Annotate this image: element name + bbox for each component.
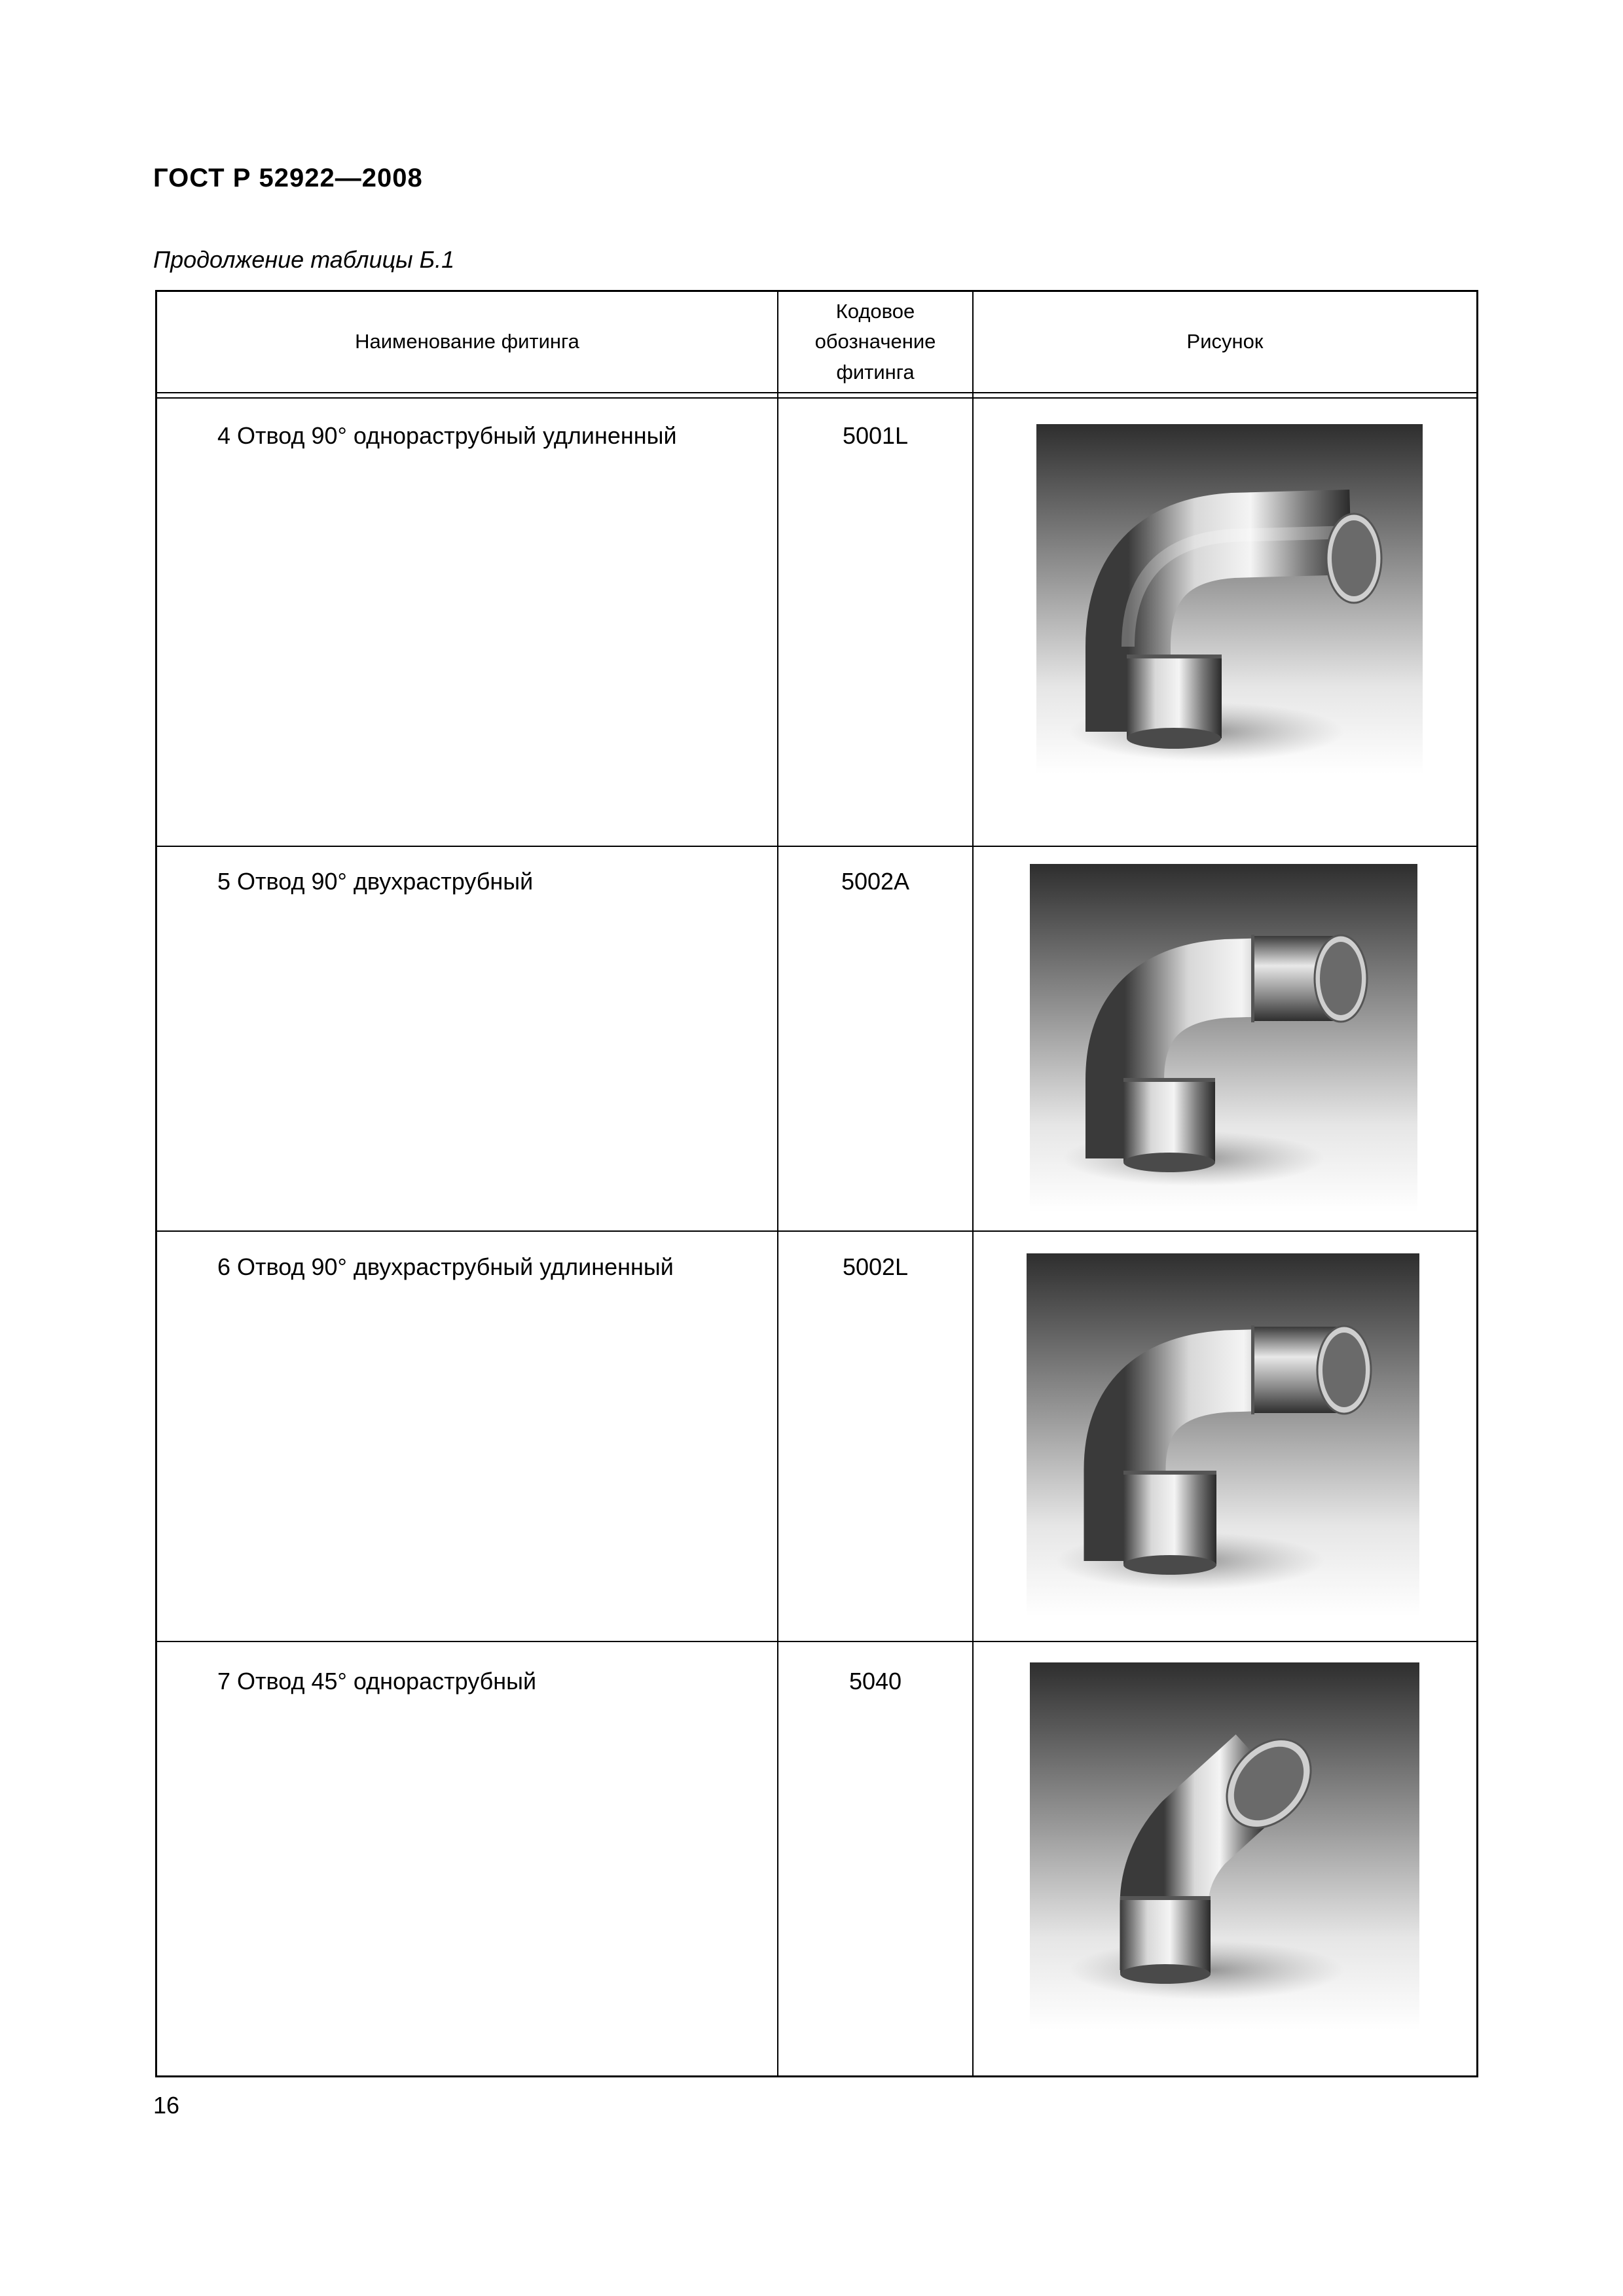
elbow-45-single-socket-photo	[1030, 1662, 1419, 2030]
row-7-name: 7 Отвод 45° однораструбный	[217, 1668, 537, 1695]
row-6-code: 5002L	[842, 1253, 909, 1280]
row-5-code: 5002A	[841, 868, 910, 895]
page-number: 16	[153, 2092, 180, 2119]
table-caption: Продолжение таблицы Б.1	[153, 246, 455, 273]
row-6-name: 6 Отвод 90° двухраструбный удлиненный	[217, 1253, 674, 1280]
column-header-picture: Рисунок	[1186, 330, 1264, 353]
table-border-left	[155, 290, 157, 2077]
fittings-table	[155, 290, 1478, 2077]
table-border-bottom	[155, 2075, 1478, 2077]
row-4-name: 4 Отвод 90° однораструбный удлиненный	[217, 422, 677, 449]
row-divider-1	[155, 846, 1478, 847]
document-standard-header: ГОСТ Р 52922—2008	[153, 164, 423, 192]
row-divider-3	[155, 1641, 1478, 1642]
elbow-90-single-socket-long-photo	[1036, 424, 1423, 774]
header-rule-1	[155, 392, 1478, 393]
row-7-code: 5040	[848, 1668, 902, 1695]
row-4-code: 5001L	[842, 422, 909, 449]
column-header-code: Кодовое обозначение фитинга	[814, 299, 936, 384]
column-divider-1	[777, 290, 778, 2077]
row-divider-2	[155, 1230, 1478, 1232]
elbow-90-double-socket-photo	[1030, 864, 1417, 1212]
row-5-name: 5 Отвод 90° двухраструбный	[217, 868, 534, 895]
column-header-name: Наименование фитинга	[355, 330, 579, 353]
header-rule-2	[155, 397, 1478, 399]
table-border-right	[1476, 290, 1478, 2077]
column-divider-2	[972, 290, 974, 2077]
elbow-90-double-socket-long-photo	[1027, 1253, 1419, 1617]
